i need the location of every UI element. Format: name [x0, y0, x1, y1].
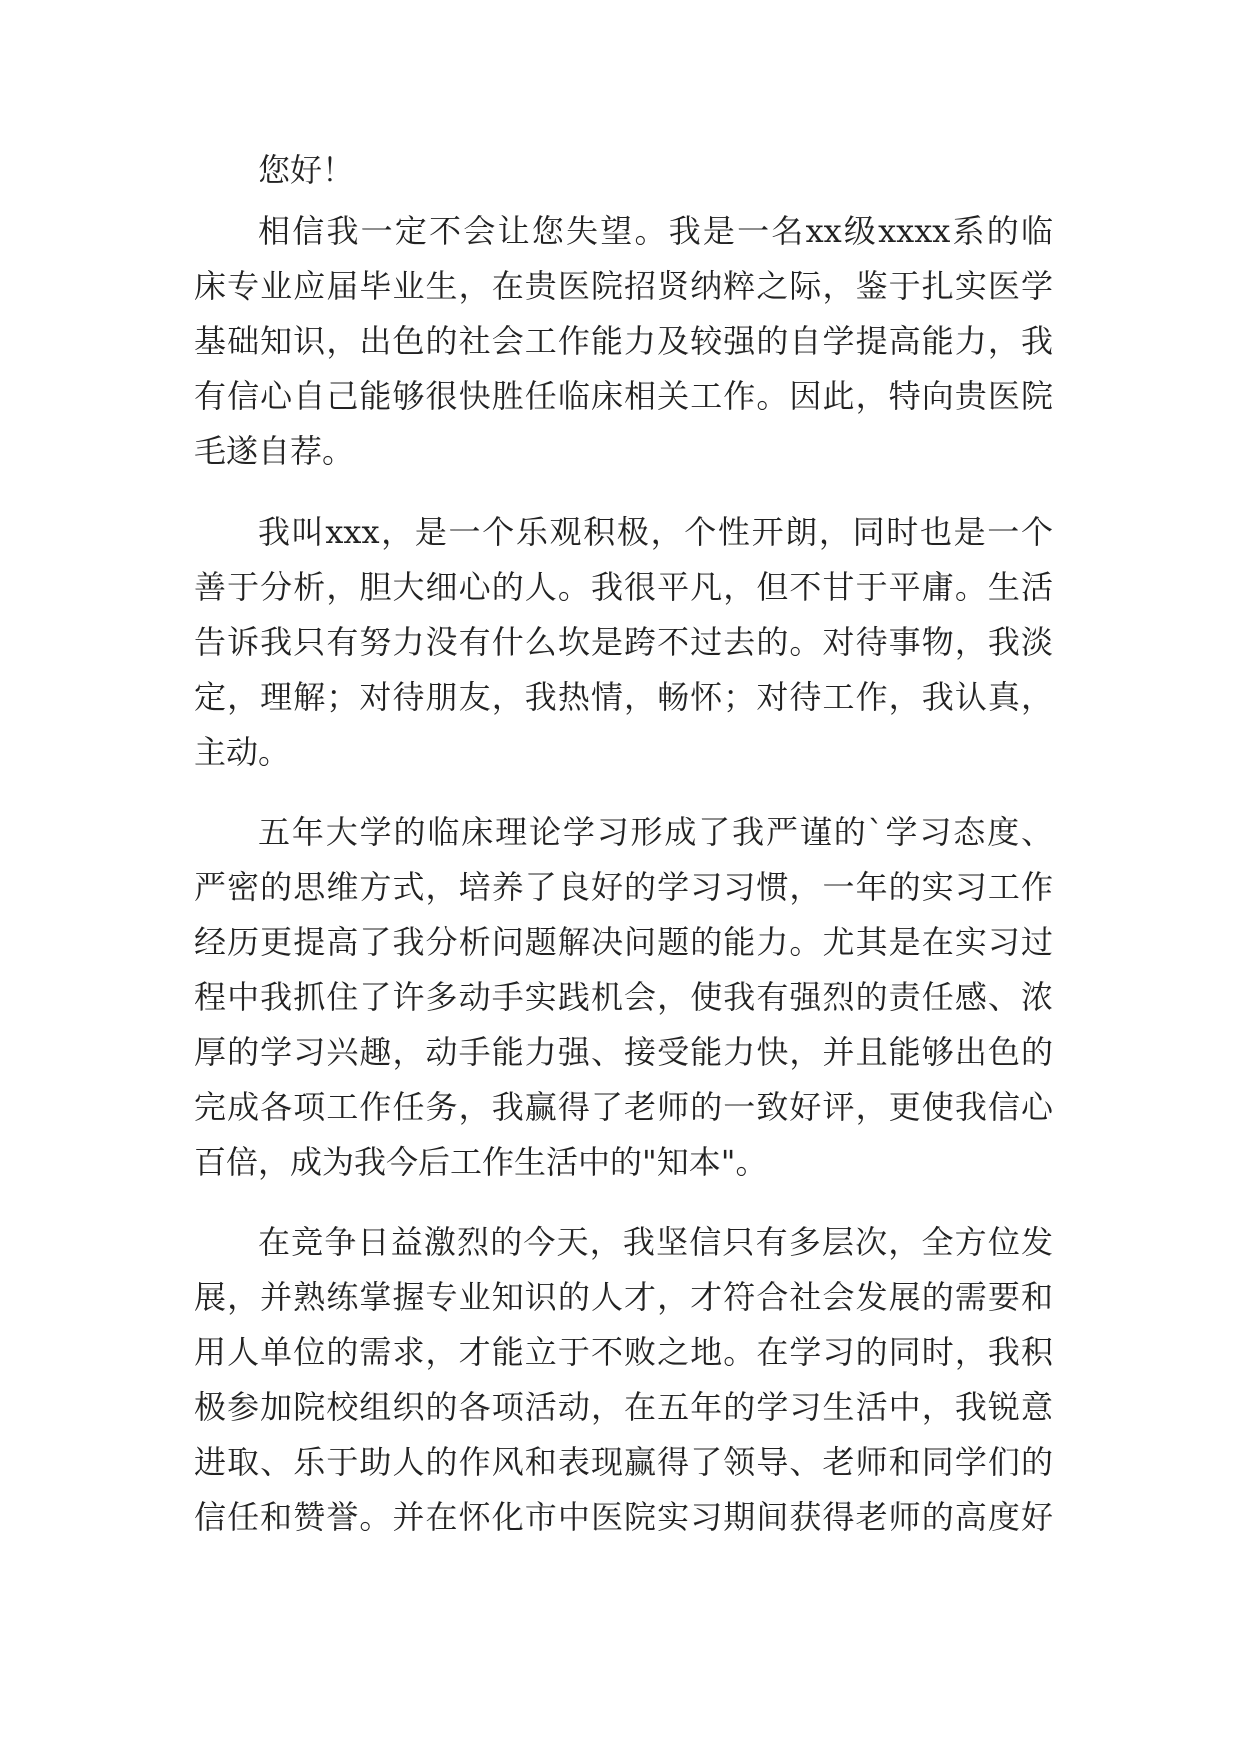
paragraph-4-line-6: 信任和赞誉。并在怀化市中医院实习期间获得老师的高度好: [194, 1498, 1053, 1536]
paragraph-4-line-3: 用人单位的需求，才能立于不败之地。在学习的同时，我积: [194, 1333, 1053, 1371]
paragraph-2-line-1: 我叫xxx，是一个乐观积极，个性开朗，同时也是一个: [258, 513, 1053, 551]
paragraph-2-line-2: 善于分析，胆大细心的人。我很平凡，但不甘于平庸。生活: [194, 568, 1053, 606]
paragraph-4-line-2: 展，并熟练掌握专业知识的人才，才符合社会发展的需要和: [194, 1278, 1053, 1316]
paragraph-1-line-4: 有信心自己能够很快胜任临床相关工作。因此，特向贵医院: [194, 377, 1053, 415]
greeting-line: 您好！: [258, 151, 355, 189]
paragraph-3-line-2: 严密的思维方式，培养了良好的学习习惯，一年的实习工作: [194, 868, 1053, 906]
paragraph-3-line-1: 五年大学的临床理论学习形成了我严谨的`学习态度、: [258, 813, 1053, 851]
paragraph-2-line-3: 告诉我只有努力没有什么坎是跨不过去的。对待事物，我淡: [194, 623, 1053, 661]
paragraph-3-line-3: 经历更提高了我分析问题解决问题的能力。尤其是在实习过: [194, 923, 1053, 961]
paragraph-3-line-5: 厚的学习兴趣，动手能力强、接受能力快，并且能够出色的: [194, 1033, 1053, 1071]
paragraph-4-line-5: 进取、乐于助人的作风和表现赢得了领导、老师和同学们的: [194, 1443, 1053, 1481]
paragraph-3-line-4: 程中我抓住了许多动手实践机会，使我有强烈的责任感、浓: [194, 978, 1053, 1016]
paragraph-1-line-1: 相信我一定不会让您失望。我是一名xx级xxxx系的临: [258, 212, 1053, 250]
paragraph-4-line-1: 在竞争日益激烈的今天，我坚信只有多层次，全方位发: [258, 1223, 1053, 1261]
paragraph-3-line-7: 百倍，成为我今后工作生活中的"知本"。: [194, 1143, 768, 1181]
paragraph-4-line-4: 极参加院校组织的各项活动，在五年的学习生活中，我锐意: [194, 1388, 1053, 1426]
paragraph-1-line-5: 毛遂自荐。: [194, 432, 355, 470]
paragraph-2-line-5: 主动。: [194, 733, 291, 771]
paragraph-1-line-2: 床专业应届毕业生，在贵医院招贤纳粹之际，鉴于扎实医学: [194, 267, 1053, 305]
paragraph-1-line-3: 基础知识，出色的社会工作能力及较强的自学提高能力，我: [194, 322, 1053, 360]
paragraph-2-line-4: 定，理解；对待朋友，我热情，畅怀；对待工作，我认真，: [194, 678, 1053, 716]
paragraph-3-line-6: 完成各项工作任务，我赢得了老师的一致好评，更使我信心: [194, 1088, 1053, 1126]
